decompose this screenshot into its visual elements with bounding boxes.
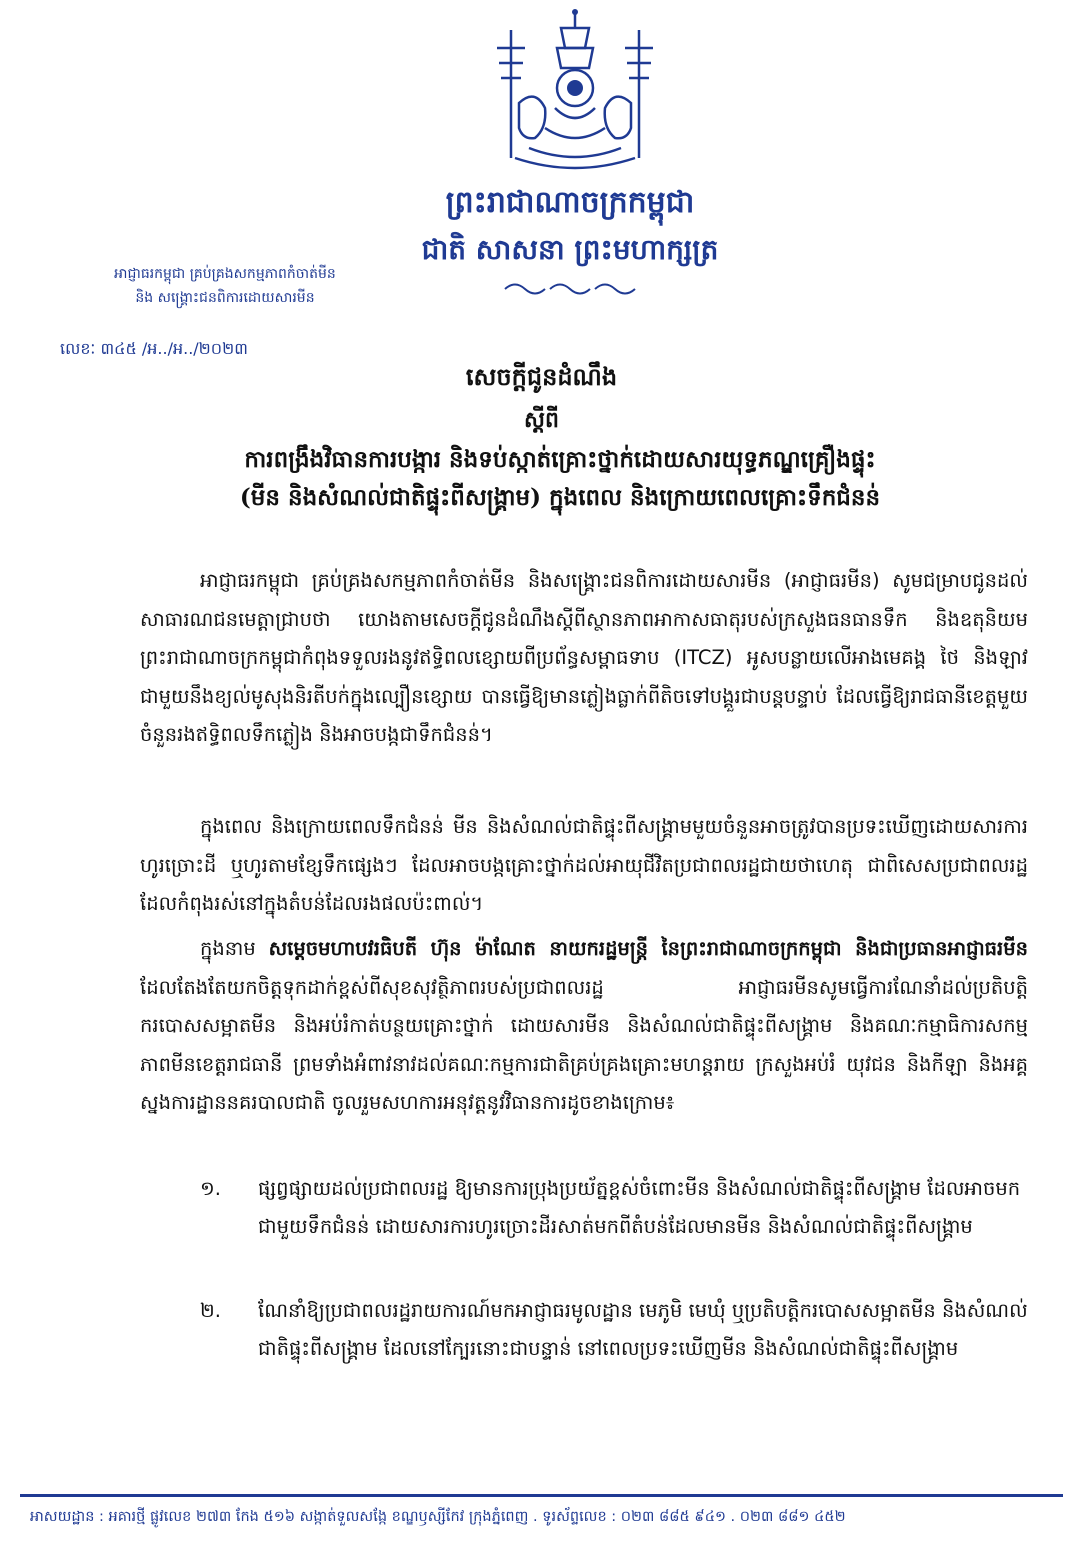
notice-subject-line-2: (មីន និងសំណល់ជាតិផ្ទុះពីសង្គ្រាម) ក្នុងពេល និងក្រោយពេលគ្រោះទឹកជំនន់ xyxy=(239,484,881,511)
paragraph-3-lead: ក្នុងនាម xyxy=(200,937,256,960)
list-item-number: ២. xyxy=(200,1299,221,1322)
list-item-text: ណែនាំឱ្យប្រជាពលរដ្ឋរាយការណ៍មកអាជ្ញាធរមូលដ្ឋាន មេភូមិ មេឃុំ ឬប្រតិបត្តិករបោសសម្អាតមីន និងសំណល់ជាតិផ្ទុះពីសង្គ្រាម ដែលនៅក្បែរនោះជាបន្ទាន់ នៅពេលប្រទះឃើញមីន និងសំណល់ជាតិផ្ទុះពីសង្គ្រាម xyxy=(258,1299,1028,1360)
paragraph-1-text: អាជ្ញាធរកម្ពុជា គ្រប់គ្រងសកម្មភាពកំចាត់មីន និងសង្គ្រោះជនពិការដោយសារមីន (អាជ្ញាធរមីន) សូមជម្រាបជូនដល់សាធារណជនមេត្តាជ្រាបថា យោងតាមសេចក្តីជូនដំណឹងស្តីពីស្ថានភាពអាកាសធាតុរបស់ក្រសួងធនធានទឹក និងឧតុនិយម ព្រះរាជាណាចក្រកម្ពុជាកំពុងទទួលរងនូវឥទ្ធិពលខ្សោយពីប្រព័ន្ធសម្ពាធទាប (ITCZ) អូសបន្លាយលើអាងមេគង្គ ថៃ និងឡាវ ជាមួយនឹងខ្យល់មូសុងនិរតីបក់ក្នុងល្បឿនខ្សោយ បានធ្វើឱ្យមានភ្លៀងធ្លាក់ពីតិចទៅបង្គួរជាបន្តបន្ទាប់ ដែលធ្វើឱ្យរាជធានីខេត្តមួយចំនួនរងឥទ្ធិពលទឹកភ្លៀង និងអាចបង្កជាទឹកជំនន់។ xyxy=(140,569,1028,746)
royal-emblem xyxy=(475,8,675,180)
paragraph-2 xyxy=(140,808,1028,924)
paragraph-3-bold: សម្តេចមហាបវរធិបតី ហ៊ុន ម៉ាណែត នាយករដ្ឋមន្ត្រី នៃព្រះរាជាណាចក្រកម្ពុជា និងជាប្រធានអាជ្ញាធរមីន xyxy=(268,937,1028,960)
agency-line-1: អាជ្ញាធរកម្ពុជា គ្រប់គ្រងសកម្មភាពកំចាត់មីន xyxy=(114,266,336,282)
notice-title: សេចក្តីជូនដំណឹង xyxy=(465,362,618,391)
paragraph-3-rest: ដែលតែងតែយកចិត្តទុកដាក់ខ្ពស់ពីសុខសុវត្ថិភាពរបស់ប្រជាពលរដ្ឋ អាជ្ញាធរមីនសូមធ្វើការណែនាំដល់ប្រតិបត្តិករបោសសម្អាតមីន និងអប់រំកាត់បន្ថយគ្រោះថ្នាក់ ដោយសារមីន និងសំណល់ជាតិផ្ទុះពីសង្គ្រាម និងគណៈកម្មាធិការសកម្មភាពមីនខេត្តរាជធានី ព្រមទាំងអំពាវនាវដល់គណៈកម្មការជាតិគ្រប់គ្រងគ្រោះមហន្តរាយ ក្រសួងអប់រំ យុវជន និងកីឡា និងអគ្គស្នងការដ្ឋាននគរបាលជាតិ ចូលរួមសហការអនុវត្តនូវវិធានការដូចខាងក្រោម៖ xyxy=(140,975,1028,1114)
list-item xyxy=(200,1292,1028,1368)
paragraph-2-text: ក្នុងពេល និងក្រោយពេលទឹកជំនន់ មីន និងសំណល់ជាតិផ្ទុះពីសង្គ្រាមមួយចំនួនអាចត្រូវបានប្រទះឃើញដោយសារការហូរច្រោះដី ឬហូរតាមខ្សែទឹកផ្សេងៗ ដែលអាចបង្កគ្រោះថ្នាក់ដល់អាយុជីវិតប្រជាពលរដ្ឋជាយថាហេតុ ជាពិសេសប្រជាពលរដ្ឋដែលកំពុងរស់នៅក្នុងតំបន់ដែលរងផលប៉ះពាល់។ xyxy=(140,815,1028,915)
notice-about: ស្តីពី xyxy=(524,407,559,433)
notice-subject-line-1: ការពង្រឹងវិធានការបង្ការ និងទប់ស្កាត់គ្រោះថ្នាក់ដោយសារយុទ្ធភណ្ឌគ្រឿងផ្ទុះ xyxy=(244,446,876,473)
list-item-number: ១. xyxy=(200,1177,221,1200)
kingdom-name: ព្រះរាជាណាចក្រកម្ពុជា xyxy=(445,185,695,220)
ornament-divider xyxy=(500,280,640,298)
list-item xyxy=(200,1170,1028,1246)
paragraph-3 xyxy=(140,930,1028,1123)
issuing-agency xyxy=(60,262,390,310)
reference-number: លេខៈ ៣៤៥ ​/អ..​/អ..​/២០២៣ xyxy=(60,339,248,358)
agency-line-2: និង សង្គ្រោះជនពិការដោយសារមីន xyxy=(135,290,315,306)
footer-address: អាសយដ្ឋាន : អគារថ្មី ផ្លូវលេខ ២៧៣ កែង ៥១៦ សង្កាត់ទួលសង្កែ ខណ្ឌឫស្សីកែវ ក្រុងភ្នំពេញ . ទូរស័ព្ទលេខ : ០២៣ ៨៨៥ ៩៤១ . ០២៣ ៨៨១ ៤៥២ xyxy=(30,1509,846,1525)
paragraph-1 xyxy=(140,562,1028,755)
list-item-text: ផ្សព្វផ្សាយដល់ប្រជាពលរដ្ឋ ឱ្យមានការប្រុងប្រយ័ត្នខ្ពស់ចំពោះមីន និងសំណល់ជាតិផ្ទុះពីសង្គ្រាម ដែលអាចមកជាមួយទឹកជំនន់ ដោយសារការហូរច្រោះដីរសាត់មកពីតំបន់ដែលមានមីន និងសំណល់ជាតិផ្ទុះពីសង្គ្រាម xyxy=(258,1177,1021,1238)
footer-divider xyxy=(20,1494,1063,1497)
national-motto: ជាតិ សាសនា ព្រះមហាក្សត្រ xyxy=(421,233,719,266)
